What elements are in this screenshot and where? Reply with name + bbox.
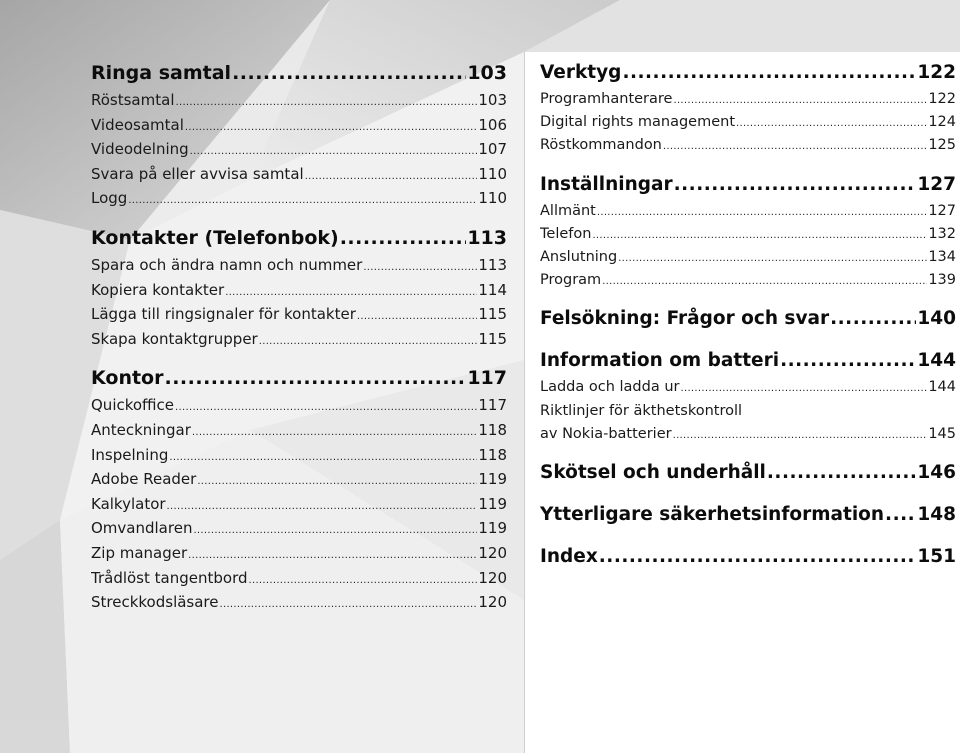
- dot-leader: [249, 569, 478, 591]
- toc-page-number: 119: [478, 519, 507, 538]
- dot-leader: [164, 363, 466, 393]
- section-gap: [91, 351, 507, 363]
- toc-entry-title: Program: [540, 272, 602, 289]
- dot-leader: [599, 542, 917, 572]
- section-gap: [540, 446, 956, 458]
- toc-page-number: 127: [928, 202, 956, 219]
- toc-entry-title: Videodelning: [91, 140, 189, 159]
- toc-entry-title: Trådlöst tangentbord: [91, 568, 248, 587]
- section-gap: [540, 530, 956, 542]
- toc-page-number: 118: [478, 445, 507, 464]
- toc-entry-title: Kontor: [91, 367, 164, 390]
- toc-entry-title: Felsökning: Frågor och svar: [540, 308, 830, 330]
- toc-entry-title: Adobe Reader: [91, 470, 197, 489]
- toc-page-number: 110: [478, 189, 507, 208]
- toc-item-ladda-och-ladda-ur[interactable]: [540, 376, 956, 399]
- toc-entry-title: Ringa samtal: [91, 62, 232, 84]
- toc-heading-index[interactable]: [540, 542, 956, 572]
- toc-entry-title: Spara och ändra namn och nummer: [91, 255, 363, 274]
- toc-right-column: [540, 58, 956, 572]
- toc-entry-title: Anslutning: [540, 248, 618, 265]
- toc-item-anslutning[interactable]: [540, 246, 956, 269]
- toc-entry-title: Allmänt: [540, 202, 596, 219]
- toc-page-number: 120: [478, 568, 507, 587]
- toc-entry-title: Kalkylator: [91, 494, 166, 513]
- toc-left-column: [91, 58, 507, 615]
- dot-leader: [885, 500, 916, 530]
- toc-item-programhanterare[interactable]: [540, 88, 956, 111]
- dot-leader: [167, 495, 478, 517]
- toc-item-av-nokia-batterier[interactable]: [540, 423, 956, 446]
- toc-entry-title: Omvandlaren: [91, 519, 193, 538]
- toc-page-number: 113: [467, 226, 507, 249]
- toc-item-streckkodslasare[interactable]: [91, 590, 507, 615]
- toc-heading-skotsel-och-underhall[interactable]: [540, 458, 956, 488]
- toc-item-videodelning[interactable]: [91, 137, 507, 162]
- toc-page-number: 122: [928, 91, 956, 107]
- toc-page-number: 144: [928, 379, 956, 396]
- toc-entry-title: Index: [540, 545, 598, 567]
- toc-page-number: 103: [467, 62, 507, 84]
- toc-item-tradlost-tangentbord[interactable]: [91, 566, 507, 591]
- toc-entry-title: av Nokia-batterier: [540, 425, 672, 442]
- dot-leader: [673, 424, 928, 446]
- toc-page-number: 115: [478, 305, 507, 324]
- toc-entry-title: Svara på eller avvisa samtal: [91, 164, 304, 183]
- dot-leader: [197, 470, 477, 492]
- toc-entry-title: Kontakter (Telefonbok): [91, 226, 339, 249]
- dot-leader: [259, 330, 478, 352]
- toc-page-number: 125: [928, 137, 956, 154]
- dot-leader: [188, 544, 477, 566]
- toc-item-riktlinjer-for-akthetskontroll[interactable]: [540, 400, 956, 423]
- toc-item-telefon[interactable]: [540, 223, 956, 246]
- toc-heading-kontakter-telefonbok[interactable]: [91, 223, 507, 253]
- dot-leader: [780, 346, 916, 376]
- toc-page-number: 151: [917, 545, 956, 567]
- toc-page-number: 144: [917, 350, 956, 372]
- toc-item-digital-rights-management[interactable]: [540, 111, 956, 134]
- toc-item-inspelning[interactable]: [91, 443, 507, 468]
- column-divider: [524, 52, 525, 753]
- section-gap: [540, 292, 956, 304]
- toc-item-allmant[interactable]: [540, 200, 956, 223]
- toc-entry-title: Telefon: [540, 225, 592, 242]
- dot-leader: [736, 112, 927, 134]
- toc-entry-title: Inspelning: [91, 445, 169, 464]
- toc-item-spara-och-andra-namn-och-nummer[interactable]: [91, 253, 507, 278]
- toc-entry-title: Röstkommandon: [540, 137, 662, 154]
- section-gap: [91, 211, 507, 223]
- toc-page-number: 145: [928, 425, 956, 442]
- toc-entry-title: Information om batteri: [540, 350, 780, 372]
- dot-leader: [602, 270, 927, 292]
- toc-item-kopiera-kontakter[interactable]: [91, 278, 507, 303]
- dot-leader: [169, 446, 477, 468]
- toc-page-number: 140: [917, 308, 956, 330]
- toc-page-number: 127: [917, 173, 956, 195]
- section-gap: [540, 334, 956, 346]
- dot-leader: [363, 256, 477, 278]
- toc-entry-title: Videosamtal: [91, 115, 184, 134]
- toc-entry-title: Ytterligare säkerhetsinformation: [540, 503, 885, 525]
- toc-heading-kontor[interactable]: [91, 363, 507, 393]
- toc-page-number: 119: [478, 494, 507, 513]
- toc-item-adobe-reader[interactable]: [91, 467, 507, 492]
- dot-leader: [192, 421, 477, 443]
- toc-item-quickoffice[interactable]: [91, 393, 507, 418]
- toc-page-number: 124: [928, 114, 956, 131]
- toc-item-videosamtal[interactable]: [91, 113, 507, 138]
- toc-entry-title: Lägga till ringsignaler för kontakter: [91, 305, 356, 324]
- toc-page-number: 114: [478, 280, 507, 299]
- toc-entry-title: Skapa kontaktgrupper: [91, 329, 258, 348]
- toc-item-kalkylator[interactable]: [91, 492, 507, 517]
- dot-leader: [128, 189, 477, 211]
- toc-entry-title: Zip manager: [91, 543, 188, 562]
- toc-page-number: 106: [478, 115, 507, 134]
- toc-item-logg[interactable]: [91, 186, 507, 211]
- toc-page-number: 122: [917, 62, 956, 83]
- toc-entry-title: Digital rights management: [540, 114, 735, 131]
- dot-leader: [220, 593, 478, 615]
- dot-leader: [597, 201, 927, 223]
- toc-item-program[interactable]: [540, 269, 956, 292]
- toc-page-number: 115: [478, 329, 507, 348]
- toc-page-number: 120: [478, 593, 507, 612]
- dot-leader: [663, 135, 927, 157]
- toc-item-svara-pa-eller-avvisa-samtal[interactable]: [91, 162, 507, 187]
- dot-leader: [175, 396, 477, 418]
- toc-item-skapa-kontaktgrupper[interactable]: [91, 327, 507, 352]
- toc-page-number: 117: [467, 367, 507, 390]
- toc-item-omvandlaren[interactable]: [91, 516, 507, 541]
- dot-leader: [190, 140, 478, 162]
- toc-entry-title: Inställningar: [540, 173, 673, 195]
- toc-heading-felsokning-fragor-och-svar[interactable]: [540, 304, 956, 334]
- toc-page-number: 134: [928, 248, 956, 265]
- toc-item-rostsamtal[interactable]: [91, 88, 507, 113]
- toc-item-lagga-till-ringsignaler-for-kontakter[interactable]: [91, 302, 507, 327]
- dot-leader: [673, 89, 927, 111]
- dot-leader: [618, 247, 927, 269]
- toc-page-number: 103: [478, 91, 507, 109]
- dot-leader: [225, 281, 477, 303]
- dot-leader: [767, 458, 916, 488]
- dot-leader: [680, 377, 927, 399]
- dot-leader: [340, 223, 467, 253]
- toc-entry-title: Logg: [91, 189, 128, 208]
- toc-item-zip-manager[interactable]: [91, 541, 507, 566]
- dot-leader: [592, 224, 927, 246]
- toc-page-number: 107: [478, 140, 507, 159]
- toc-page-number: 117: [478, 396, 507, 415]
- toc-entry-title: Anteckningar: [91, 420, 191, 439]
- section-gap: [540, 488, 956, 500]
- dot-leader: [830, 304, 916, 334]
- toc-page-number: 139: [928, 272, 956, 289]
- toc-heading-ringa-samtal[interactable]: [91, 58, 507, 88]
- dot-leader: [232, 58, 466, 88]
- dot-leader: [305, 165, 478, 187]
- toc-entry-title: Programhanterare: [540, 91, 673, 107]
- toc-entry-title: Streckkodsläsare: [91, 593, 219, 612]
- toc-heading-ytterligare-sakerhetsinformation[interactable]: [540, 500, 956, 530]
- section-gap: [540, 158, 956, 170]
- toc-page-number: 148: [917, 503, 956, 525]
- toc-page-number: 119: [478, 470, 507, 489]
- dot-leader: [175, 91, 477, 113]
- toc-entry-title: Skötsel och underhåll: [540, 461, 766, 483]
- toc-page-number: 146: [917, 461, 956, 483]
- toc-entry-title: Röstsamtal: [91, 91, 175, 109]
- dot-leader: [357, 305, 477, 327]
- dot-leader: [622, 58, 916, 88]
- toc-entry-title: Quickoffice: [91, 396, 175, 415]
- dot-leader: [193, 519, 477, 541]
- toc-entry-title: Ladda och ladda ur: [540, 379, 680, 396]
- toc-entry-title: Riktlinjer för äkthetskontroll: [540, 402, 743, 419]
- toc-heading-information-om-batteri[interactable]: [540, 346, 956, 376]
- toc-item-anteckningar[interactable]: [91, 418, 507, 443]
- toc-entry-title: Verktyg: [540, 62, 622, 83]
- dot-leader: [185, 116, 477, 138]
- toc-item-rostkommandon[interactable]: [540, 134, 956, 157]
- toc-page-number: 110: [478, 164, 507, 183]
- toc-heading-installningar[interactable]: [540, 170, 956, 200]
- toc-page-number: 118: [478, 420, 507, 439]
- toc-heading-verktyg[interactable]: [540, 58, 956, 88]
- toc-page-number: 113: [478, 255, 507, 274]
- toc-page-number: 132: [928, 225, 956, 242]
- toc-page-number: 120: [478, 543, 507, 562]
- dot-leader: [674, 170, 917, 200]
- toc-entry-title: Kopiera kontakter: [91, 280, 225, 299]
